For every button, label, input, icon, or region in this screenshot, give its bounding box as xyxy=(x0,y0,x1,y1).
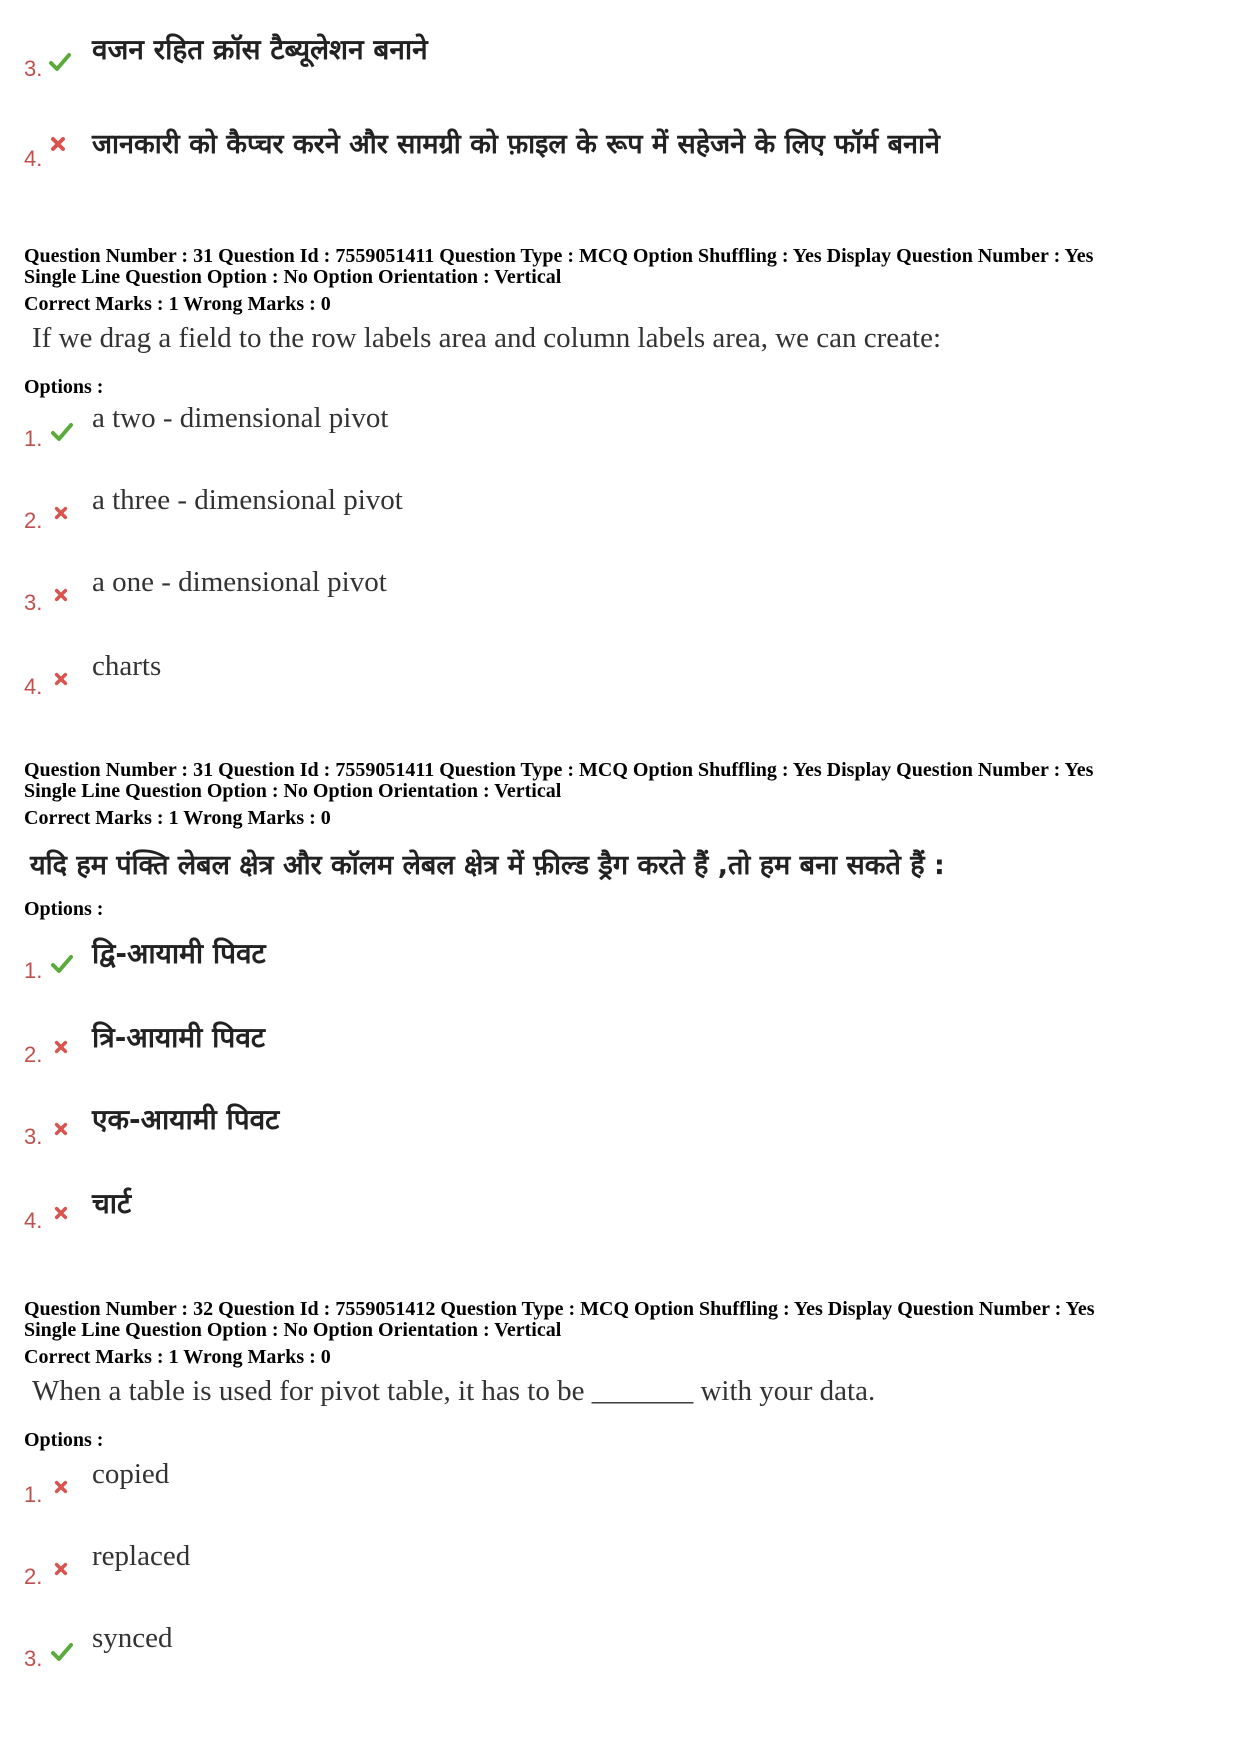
wrong-cross-icon xyxy=(54,1206,78,1230)
option-number: 3. xyxy=(24,590,43,615)
option-text: a two - dimensional pivot xyxy=(92,402,389,434)
option-number: 4. xyxy=(24,1208,43,1233)
question-marks: Correct Marks : 1 Wrong Marks : 0 xyxy=(24,293,331,315)
option-row xyxy=(24,1458,724,1506)
question-block xyxy=(24,246,1224,315)
option-number: 3. xyxy=(24,56,43,81)
option-text: a one - dimensional pivot xyxy=(92,566,387,598)
correct-check-icon xyxy=(50,1640,74,1664)
question-block xyxy=(24,760,1224,829)
question-text: When a table is used for pivot table, it has to be _______ with your data. xyxy=(32,1375,876,1407)
question-marks: Correct Marks : 1 Wrong Marks : 0 xyxy=(24,1346,331,1368)
question-meta-line: Question Number : 31 Question Id : 7559051411 Question Type : MCQ Option Shuffling : Yes Display Question Number : Yes xyxy=(24,759,1094,781)
wrong-cross-icon xyxy=(54,672,78,696)
correct-check-icon xyxy=(50,952,74,976)
option-row xyxy=(24,648,724,699)
wrong-cross-icon xyxy=(54,506,78,530)
option-text: द्वि-आयामी पिवट xyxy=(92,937,266,970)
wrong-cross-icon xyxy=(54,1122,78,1146)
option-text: जानकारी को कैप्चर करने और सामग्री को फ़ाइल के रूप में सहेजने के लिए फॉर्म बनाने xyxy=(92,129,940,160)
option-row xyxy=(24,484,724,532)
question-marks: Correct Marks : 1 Wrong Marks : 0 xyxy=(24,807,331,829)
options-label: Options : xyxy=(24,898,104,920)
option-number: 1. xyxy=(24,958,43,983)
option-text: त्रि-आयामी पिवट xyxy=(92,1021,266,1054)
option-text: replaced xyxy=(92,1540,191,1572)
option-text: a three - dimensional pivot xyxy=(92,484,403,516)
option-number: 4. xyxy=(24,674,43,699)
option-number: 2. xyxy=(24,1042,43,1067)
option-row xyxy=(24,1184,724,1234)
question-meta-line: Single Line Question Option : No Option Orientation : Vertical xyxy=(24,1319,562,1341)
option-row xyxy=(24,120,1224,172)
question-text: यदि हम पंक्ति लेबल क्षेत्र और कॉलम लेबल क्षेत्र में फ़ील्ड ड्रैग करते हैं ,तो हम बना सकते हैं : xyxy=(30,850,945,881)
option-row xyxy=(24,1540,724,1588)
option-text: चार्ट xyxy=(92,1187,132,1220)
option-text: copied xyxy=(92,1458,170,1490)
option-number: 1. xyxy=(24,426,43,451)
option-number: 3. xyxy=(24,1124,43,1149)
question-block xyxy=(24,1299,1224,1368)
options-label: Options : xyxy=(24,376,104,398)
option-text: एक-आयामी पिवट xyxy=(92,1103,280,1136)
option-number: 4. xyxy=(24,146,43,171)
question-meta-line: Question Number : 31 Question Id : 7559051411 Question Type : MCQ Option Shuffling : Yes Display Question Number : Yes xyxy=(24,245,1094,267)
option-number: 2. xyxy=(24,508,43,533)
option-text: synced xyxy=(92,1622,173,1654)
option-text: charts xyxy=(92,650,162,682)
option-number: 1. xyxy=(24,1482,43,1507)
option-number: 3. xyxy=(24,1646,43,1671)
wrong-cross-icon xyxy=(54,1040,78,1064)
option-row xyxy=(24,934,724,984)
correct-check-icon xyxy=(48,50,72,74)
option-number: 2. xyxy=(24,1564,43,1589)
question-text: If we drag a field to the row labels area and column labels area, we can create: xyxy=(32,322,942,354)
options-label: Options : xyxy=(24,1429,104,1451)
option-row xyxy=(24,1622,724,1670)
option-text: वजन रहित क्रॉस टैब्यूलेशन बनाने xyxy=(92,33,428,66)
option-row xyxy=(24,1018,724,1068)
correct-check-icon xyxy=(50,420,74,444)
option-row xyxy=(24,1100,724,1150)
option-row xyxy=(24,30,1224,82)
wrong-cross-icon xyxy=(54,1480,78,1504)
wrong-cross-icon xyxy=(54,1562,78,1586)
question-meta-line: Single Line Question Option : No Option Orientation : Vertical xyxy=(24,780,562,802)
option-row xyxy=(24,402,724,450)
option-row xyxy=(24,566,724,614)
wrong-cross-icon xyxy=(54,588,78,612)
question-meta-line: Single Line Question Option : No Option Orientation : Vertical xyxy=(24,266,562,288)
question-meta-line: Question Number : 32 Question Id : 7559051412 Question Type : MCQ Option Shuffling : Yes Display Question Number : Yes xyxy=(24,1298,1095,1320)
wrong-cross-icon xyxy=(50,136,74,160)
